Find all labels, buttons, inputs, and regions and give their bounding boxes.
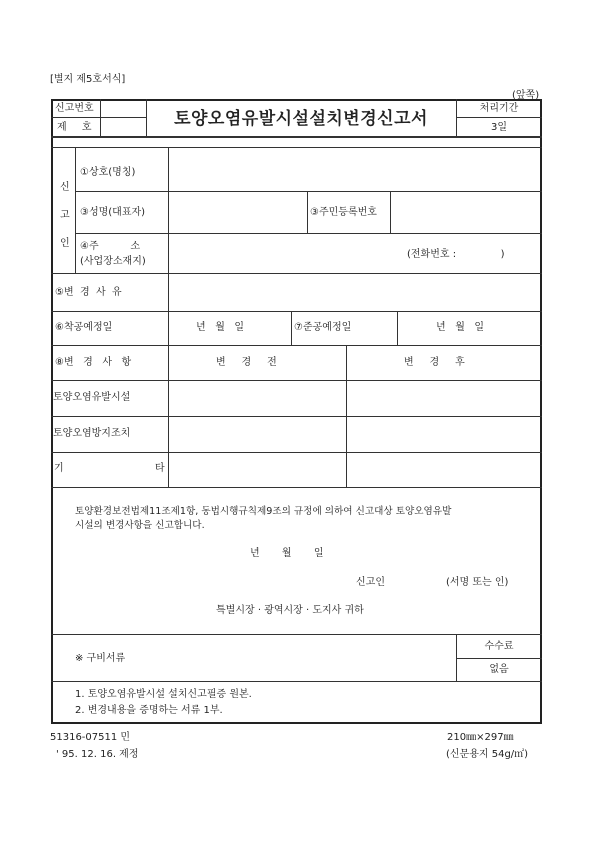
representative-label: ③성명(대표자): [80, 207, 146, 218]
page-side-label: (앞쪽): [512, 90, 540, 101]
divider: [75, 233, 542, 234]
divider: [75, 147, 76, 273]
divider: [100, 99, 101, 136]
paper-size: 210㎜×297㎜: [447, 732, 514, 743]
phone-label: (전화번호 : ): [407, 249, 505, 260]
before-change-header: 변 경 전: [216, 357, 277, 368]
fee-label: 수수료: [484, 641, 514, 652]
required-documents-label: ※ 구비서류: [75, 653, 126, 664]
processing-period-value: 3일: [490, 122, 508, 133]
divider: [51, 380, 542, 381]
divider: [75, 191, 542, 192]
declarant-label: 신고인: [356, 577, 385, 588]
business-location-label: (사업장소재지): [80, 256, 146, 267]
pollution-facility-label: 토양오염유발시설: [53, 392, 131, 403]
divider: [51, 311, 542, 312]
after-change-header: 변 경 후: [404, 357, 465, 368]
signature-label: (서명 또는 인): [446, 577, 509, 588]
applicant-label-3: 인: [60, 238, 70, 249]
applicant-label-1: 신: [60, 182, 70, 193]
end-date-label: ⑦준공예정일: [294, 322, 352, 333]
divider: [346, 345, 347, 487]
processing-period-label: 처리기간: [479, 103, 519, 114]
change-items-label: ⑧변 경 사 항: [55, 357, 132, 368]
address-label: ④주 소: [80, 241, 141, 252]
declaration-text-line2: 시설의 변경사항을 신고합니다.: [75, 520, 205, 531]
divider: [51, 681, 542, 682]
enactment-date: ' 95. 12. 16. 제정: [56, 749, 139, 760]
divider: [51, 416, 542, 417]
divider: [456, 117, 542, 118]
divider: [146, 99, 147, 136]
other-label-right: 타: [155, 463, 165, 474]
divider: [51, 487, 542, 488]
receipt-number-no-label: 제 호: [57, 122, 98, 133]
paper-type: (신문용지 54g/㎡): [446, 749, 529, 760]
trade-name-label: ①상호(명칭): [80, 167, 136, 178]
divider: [397, 311, 398, 345]
other-label-left: 기: [54, 463, 64, 474]
form-code: 51316-07511 민: [50, 732, 131, 743]
fee-value: 없음: [489, 664, 509, 675]
applicant-label-2: 고: [60, 210, 70, 221]
divider: [456, 658, 542, 659]
end-date-ymd: 년 월 일: [436, 322, 485, 333]
addressee: 특별시장 · 광역시장 · 도지사 귀하: [216, 605, 364, 616]
change-reason-label: ⑤변 경 사 유: [55, 287, 122, 298]
form-title: 토양오염유발시설설치변경신고서: [174, 109, 428, 129]
declaration-date: 년 월 일: [250, 548, 324, 559]
divider: [51, 147, 542, 148]
start-date-label: ⑥착공예정일: [55, 322, 113, 333]
start-date-ymd: 년 월 일: [196, 322, 245, 333]
divider: [390, 191, 391, 233]
divider: [51, 273, 542, 274]
resident-number-label: ③주민등록번호: [310, 207, 377, 218]
required-document-item: 1. 토양오염유발시설 설치신고필증 원본.: [75, 689, 252, 700]
divider: [51, 136, 542, 138]
form-number: [별지 제5호서식]: [50, 74, 126, 85]
divider: [51, 452, 542, 453]
divider: [51, 117, 146, 118]
divider: [51, 634, 542, 635]
divider: [307, 191, 308, 233]
receipt-number-label: 신고번호: [55, 103, 94, 114]
divider: [168, 147, 169, 487]
pollution-prevention-label: 토양오염방지조치: [53, 428, 131, 439]
declaration-text-line1: 토양환경보전법제11조제1항, 동법시행규칙제9조의 규정에 의하여 신고대상 토양오염유발: [75, 506, 452, 517]
report-form: [51, 99, 542, 724]
divider: [51, 345, 542, 346]
divider: [291, 311, 292, 345]
required-document-item: 2. 변경내용을 증명하는 서류 1부.: [75, 705, 223, 716]
